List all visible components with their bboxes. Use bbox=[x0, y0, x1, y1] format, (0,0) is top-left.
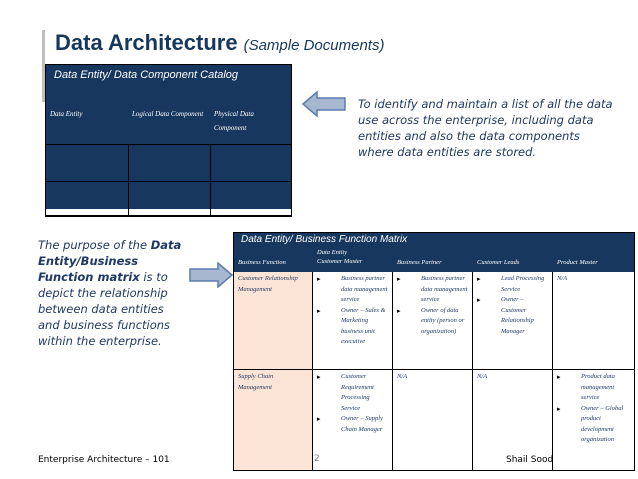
matrix-cell: N/A bbox=[553, 272, 634, 370]
matrix-cell: ▸ Product data management service ▸ Owner – Global product development organization bbox=[553, 370, 634, 470]
matrix-title: Data Entity/ Business Function Matrix bbox=[234, 233, 634, 246]
matrix-row-header: Business Function bbox=[234, 246, 313, 272]
page-number: 2 bbox=[314, 454, 320, 464]
matrix-col-business-partner: Business Partner bbox=[393, 246, 473, 272]
catalog-col-data-entity: Data Entity bbox=[46, 103, 128, 209]
matrix-row-name: Supply Chain Management bbox=[234, 370, 313, 470]
catalog-header: Data Entity/ Data Component Catalog bbox=[46, 65, 291, 103]
matrix-cell: N/A bbox=[473, 370, 553, 470]
matrix-description: The purpose of the Data Entity/Business Function matrix is to depict the relationship between data entities and business functions within the enterprise. bbox=[38, 238, 182, 348]
matrix-cell: ▸ Customer Requirement Processing Service ▸ Owner – Supply Chain Manager bbox=[313, 370, 393, 470]
catalog-col-logical: Logical Data Component bbox=[128, 103, 210, 209]
matrix-cell: ▸ Business partner data management service ▸ Owner of data entity (person or organization) bbox=[393, 272, 473, 370]
catalog-description: To identify and maintain a list of all the data use across the enterprise, including data entities and also the data components where data entities are stored. bbox=[358, 97, 613, 159]
matrix-col-product-master: Product Master bbox=[553, 246, 634, 272]
page-subtitle: (Sample Documents) bbox=[243, 37, 385, 54]
matrix-cell: ▸ Business partner data management service ▸ Owner – Sales & Marketing business unit executive bbox=[313, 272, 393, 370]
matrix-col-customer-leads: Customer Leads bbox=[473, 246, 553, 272]
matrix-row-name: Customer Relationship Management bbox=[234, 272, 313, 370]
catalog-col-physical: Physical Data Component bbox=[210, 103, 291, 209]
matrix-col-customer-master: Data Entity Customer Master bbox=[313, 246, 393, 272]
matrix-cell: ▸ Lead Processing Service ▸ Owner – Customer Relationship Manager bbox=[473, 272, 553, 370]
page-title: Data Architecture (Sample Documents) bbox=[55, 30, 385, 55]
business-function-matrix bbox=[233, 232, 635, 471]
footer-course: Enterprise Architecture – 101 bbox=[38, 455, 170, 465]
matrix-cell: N/A bbox=[393, 370, 473, 470]
footer-author: Shail Sood bbox=[506, 455, 554, 465]
catalog-empty-grid bbox=[45, 144, 292, 217]
left-arrow-icon bbox=[302, 91, 346, 117]
right-arrow-icon bbox=[189, 262, 233, 288]
